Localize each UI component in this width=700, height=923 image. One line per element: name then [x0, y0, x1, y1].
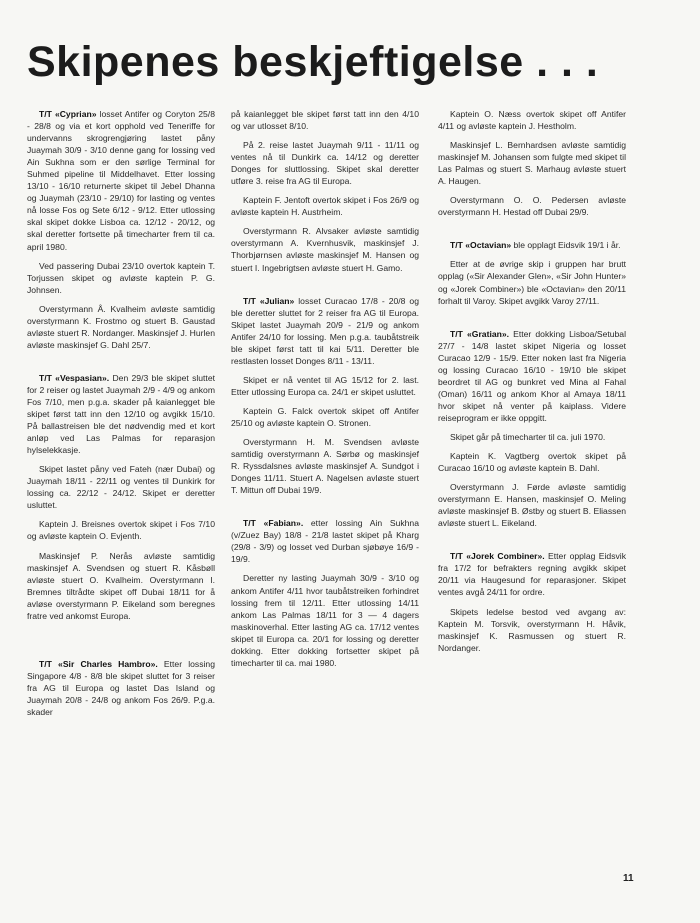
article-text: Etter dokking Lisboa/Setubal 27/7 - 14/8 lastet skipet Nigeria og losset Curacao 12/9 - 15/9. Etter noken last fra Nigeria og lossing Curacao 16/10 - 19/10 ble skipet beordret til AG og bunkret ved Mina al Fahal (Oman) 16/11 og ankom Khor al Amaya 18/11 hvor skipet nå venter på kaiplass. Videre reiseprogram er ikke oppgitt.	[438, 328, 626, 423]
paragraph: på kaianlegget ble skipet først tatt inn den 4/10 og var utlosset 8/10.	[231, 109, 419, 132]
article-text: Etter opplag Eidsvik fra 17/2 for befrakters regning avgikk skipet 20/11 via Haugesund for reparasjoner. Skipet ventes avgå 24/11 for ordre.	[438, 551, 626, 598]
paragraph: Kaptein G. Falck overtok skipet off Antifer 25/10 og avløste kaptein O. Stronen.	[231, 405, 419, 428]
paragraph: Skipet lastet påny ved Fateh (nær Dubai) og Juaymah 18/11 - 22/11 og ventes til Dunkirk for lossing ca. 22/12 - 24/12. Skipet er deretter usluttet.	[27, 464, 215, 511]
page-headline: Skipenes beskjeftigelse . . .	[27, 38, 599, 86]
ship-name-octavian: T/T «Octavian»	[450, 240, 512, 251]
article-text: Etter lossing Singapore 4/8 - 8/8 ble skipet sluttet for 3 reiser fra AG til Europa og lastet Das Island og Juaymah 20/8 - 24/8 og ankom Fos 26/9. P.g.a. skader	[27, 658, 215, 717]
paragraph: Kaptein O. Næss overtok skipet off Antifer 4/11 og avløste kaptein J. Hestholm.	[438, 109, 626, 132]
article-julian	[231, 295, 419, 367]
ship-name-jorek-combiner: T/T «Jorek Combiner».	[450, 551, 545, 562]
paragraph: Etter at de øvrige skip i gruppen har brutt opplag («Sir Alexander Glen», «Sir John Hunter» og «Jorek Combiner») ble «Octavian» den 20/11 forhalt til Varoy. Skipet avgikk Varoy 27/11.	[438, 259, 626, 306]
paragraph: Overstyrmann H. M. Svendsen avløste samtidig overstyrmann A. Sørbø og maskinsjef R. Ryssdalsnes avløste maskinsjef A. Sundgot i Donges 11/11. Stuert A. Nagelsen avløste stuert T. Mittun off Dubai 19/9.	[231, 437, 419, 496]
paragraph: Skipet går på timecharter til ca. juli 1970.	[450, 431, 606, 442]
paragraph: Deretter ny lasting Juaymah 30/9 - 3/10 og ankom Antifer 4/11 hvor taubåtstreiken forhindret lossing frem til 12/11. Etter utlossing 14/11 ankom Las Palmas 18/11 for 3 — 4 dagers maskinoverhal. Etter lasting AG ca. 17/12 ventes skipet til Europa ca. 20/1 for lossing og deretter dokking. Etter dokking fortsetter skipet på timecharter til ca. mai 1980.	[231, 573, 419, 668]
ship-name-cyprian: T/T «Cyprian»	[39, 109, 97, 119]
paragraph: Overstyrmann R. Alvsaker avløste samtidig overstyrmann A. Kvernhusvik, maskinsjef J. Thorbjørnsen avløste maskinsjef M. Hansen og stuert I. Ingebrigtsen avløste stuert H. Gamo.	[231, 226, 419, 273]
article-text: etter lossing Ain Sukhna (v/Zuez Bay) 18/8 - 21/8 lastet skipet på Kharg (29/8 - 3/9) og losset ved Durban sjøbøye 16/9 - 19/9.	[231, 518, 419, 565]
ship-name-gratian: T/T «Gratian».	[450, 328, 510, 339]
text-column-2	[231, 108, 419, 669]
ship-name-fabian: T/T «Fabian».	[243, 518, 304, 529]
paragraph: Overstyrmann Å. Kvalheim avløste samtidig overstyrmann K. Frostmo og stuert B. Gaustad avløste stuert R. Nordanger. Maskinsjef J. Hurlen avløste maskinsjef G. Dahl 25/7.	[27, 303, 215, 350]
ship-name-julian: T/T «Julian»	[243, 295, 295, 306]
article-fabian	[231, 517, 419, 565]
article-gratian	[438, 328, 626, 424]
paragraph: Skipet er nå ventet til AG 15/12 for 2. last. Etter utlossing Europa ca. 24/1 er skipet usluttet.	[231, 374, 419, 397]
paragraph: Overstyrmann O. O. Pedersen avløste overstyrmann H. Hestad off Dubai 29/9.	[438, 195, 626, 218]
text-column-3	[438, 108, 626, 654]
paragraph: Kaptein J. Breisnes overtok skipet i Fos 7/10 og avløste kaptein O. Evjenth.	[27, 519, 215, 542]
page-number: 11	[623, 873, 634, 884]
paragraph: Ved passering Dubai 23/10 overtok kaptein T. Torjussen skipet og avløste kaptein P. G. Johnsen.	[27, 260, 215, 295]
paragraph: Overstyrmann J. Førde avløste samtidig overstyrmann E. Hansen, maskinsjef O. Meling avløste maskinsjef B. Østby og stuert B. Eliassen avløste stuert L. Eikeland.	[438, 482, 626, 529]
paragraph: Kaptein F. Jentoft overtok skipet i Fos 26/9 og avløste kaptein H. Austrheim.	[231, 195, 419, 218]
text-column-1	[27, 108, 215, 718]
article-cyprian	[27, 108, 215, 253]
article-sir-charles-hambro	[27, 658, 215, 718]
article-text: losset Curacao 17/8 - 20/8 og ble deretter sluttet for 2 reiser fra AG til Europa. Skipet lastet Juaymah 20/9 - 21/9 og ankom Antifer 24/10 for lossing. Men p.g.a. taubåtstreik ble skipet først tatt til kai 5/11. Deretter ble restlasten losset Donges 8/11 - 13/11.	[231, 295, 419, 366]
paragraph: Maskinsjef P. Nerås avløste samtidig maskinsjef A. Svendsen og stuert R. Kåsbøll avløste stuert O. Kvalheim. Overstyrmann I. Bremnes tiltrådte skipet off Dubai 18/11 for å avløse overstyrmann P. Eikeland som beregnes fratre ved ankomst Europa.	[27, 550, 215, 621]
article-text: Den 29/3 ble skipet sluttet for 2 reiser og lastet Juaymah 2/9 - 4/9 og ankom Fos 7/10, men p.g.a. skader på kaianlegget ble skipet først tatt inn den 12/10 og avgikk 15/10. På ballastreisen ble det nødvendig med et kort anløp ved Las Palmas for reparasjon hylselekkasje.	[27, 372, 215, 456]
paragraph: Maskinsjef L. Bernhardsen avløste samtidig maskinsjef M. Johansen som fulgte med skipet til Las Palmas og stuert S. Marhaug avløste stuert A. Haugen.	[438, 140, 626, 187]
paragraph: Kaptein K. Vagtberg overtok skipet på Curacao 16/10 og avløste kaptein B. Dahl.	[438, 451, 626, 474]
article-text: ble opplagt Eidsvik 19/1 i år.	[511, 240, 621, 251]
article-text: losset Antifer og Coryton 25/8 - 28/8 og via et kort opphold ved Teneriffe for undervanns skrogrengjøring lastet påny Juaymah 30/9 - 3/10 denne gang for lossing ved Ain Sukhna som er den sørlige Terminal for Suhmed pipeline til Middelhavet. Etter lossing 13/10 - 16/10 returnerte skipet til Jebel Dhanna og Juaymah (23/10 - 29/10) for lasting og ventes nå losse Fos og Sete 6/12 - 9/12. Etter utlossing skal skipet dokke Lisboa ca. 12/12 - 20/12, og skal deretter fortsette på timecharter frem til ca. april 1980.	[27, 109, 215, 252]
ship-name-vespasian: T/T «Vespasian».	[39, 372, 110, 383]
article-vespasian	[27, 372, 215, 456]
ship-name-sir-charles-hambro: T/T «Sir Charles Hambro».	[39, 658, 158, 669]
paragraph: Skipets ledelse bestod ved avgang av: Kaptein M. Torsvik, overstyrmann H. Håvik, maskinsjef K. Rasmussen og stuert R. Nordanger.	[438, 606, 626, 653]
article-jorek-combiner	[438, 550, 626, 598]
article-octavian	[438, 239, 626, 251]
paragraph: På 2. reise lastet Juaymah 9/11 - 11/11 og ventes nå til Dunkirk ca. 14/12 og deretter Donges for sluttlossing. Skipet skal deretter utføre 3. reise fra AG til Europa.	[231, 140, 419, 187]
